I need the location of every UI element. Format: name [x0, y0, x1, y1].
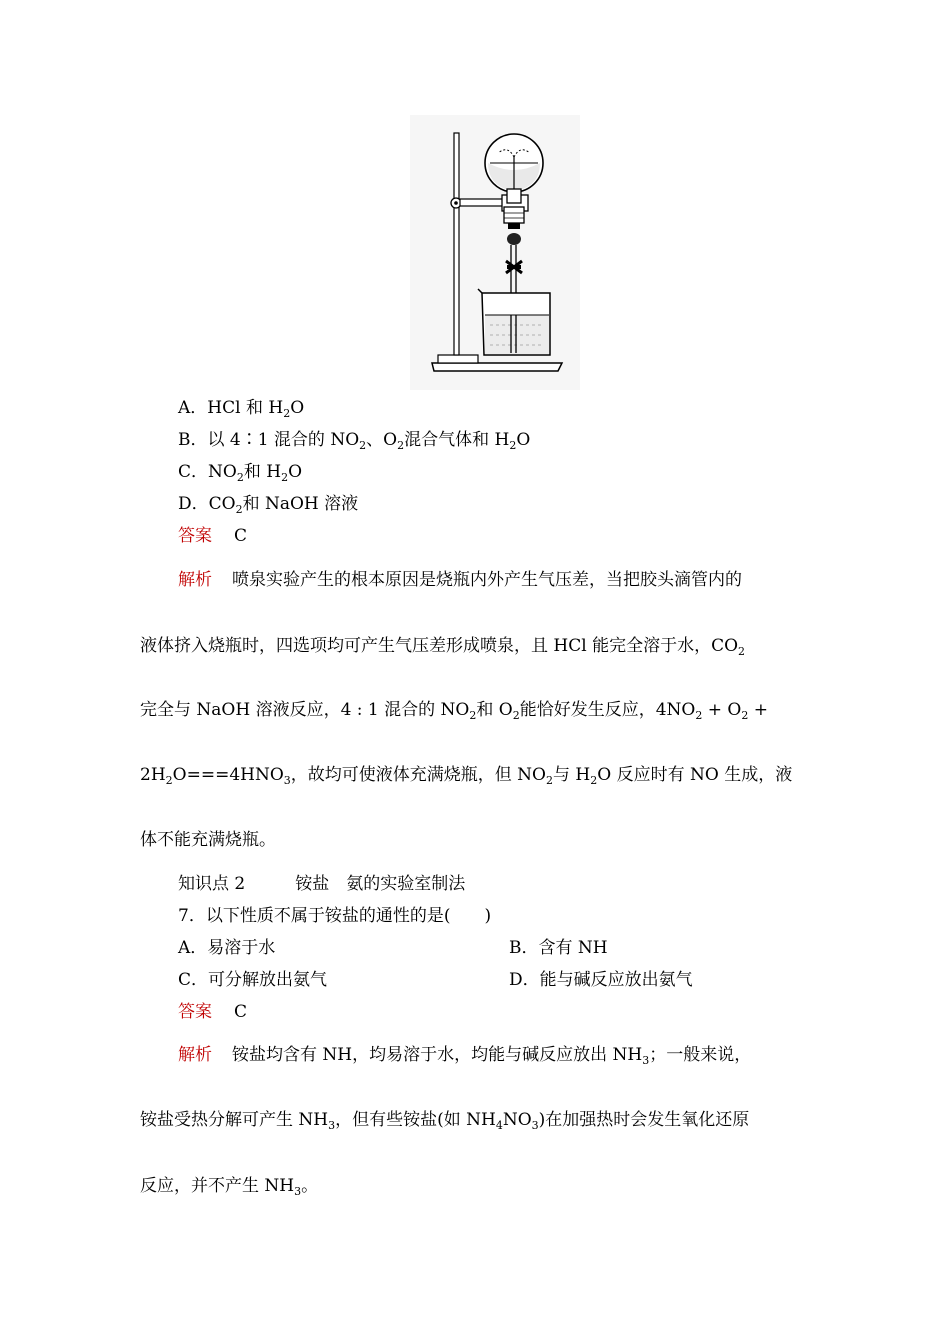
analysis-label: 解析 [178, 570, 212, 590]
analysis-text: 2H [140, 765, 166, 785]
q7-option-d: D．能与碱反应放出氨气 [509, 970, 693, 990]
analysis-label: 解析 [178, 1045, 212, 1065]
subscript: 2 [236, 471, 244, 484]
analysis-text: 能恰好发生反应，4NO [519, 700, 696, 720]
q6-option-a-text-end: O [290, 398, 305, 418]
q6-option-d-text: D．CO [178, 494, 236, 514]
q6-option-b-text-end: O [516, 430, 531, 450]
analysis-text: 铵盐均含有 NH，均易溶于水，均能与碱反应放出 NH [232, 1045, 643, 1065]
analysis-text: NO [502, 1110, 532, 1130]
analysis-text: 喷泉实验产生的根本原因是烧瓶内外产生气压差，当把胶头滴管内的 [232, 570, 742, 590]
analysis-text: + O [702, 700, 742, 720]
q7-answer [178, 1000, 247, 1024]
q6-option-b-text-mid1: 、O [366, 430, 398, 450]
subscript: 4 [495, 1119, 503, 1132]
analysis-text: 铵盐受热分解可产生 NH [140, 1110, 329, 1130]
analysis-text: 体不能充满烧瓶。 [140, 830, 276, 850]
q6-option-b-text-mid2: 混合气体和 H [404, 430, 510, 450]
answer-value: C [234, 1002, 248, 1022]
q6-option-c [178, 460, 302, 486]
answer-value: C [234, 526, 248, 546]
subscript: 3 [642, 1054, 650, 1067]
section-subtitle: 铵盐 氨的实验室制法 [295, 874, 466, 894]
answer-label: 答案 [178, 1002, 212, 1022]
section-title: 知识点 2 [178, 874, 246, 894]
q6-option-b [178, 428, 530, 454]
subscript: 3 [328, 1119, 336, 1132]
analysis-text: 液体挤入烧瓶时，四选项均可产生气压差形成喷泉，且 HCl 能完全溶于水，CO [140, 636, 739, 656]
subscript: 3 [283, 774, 291, 787]
subscript: 2 [741, 709, 749, 722]
subscript: 2 [509, 439, 517, 452]
analysis-text: O===4HNO [172, 765, 284, 785]
q6-option-c-text-end: O [288, 462, 302, 482]
q7-option-b: B．含有 NH [509, 938, 608, 958]
q6-answer [178, 524, 247, 548]
analysis-text: 和 O [476, 700, 513, 720]
analysis-text: )在加强热时会发生氧化还原 [538, 1110, 750, 1130]
q6-option-d [178, 492, 358, 518]
subscript: 2 [359, 439, 367, 452]
fountain-apparatus-figure [410, 115, 580, 390]
q7-option-c: C．可分解放出氨气 [178, 970, 328, 990]
subscript: 2 [469, 709, 477, 722]
q6-option-c-text-mid: 和 H [243, 462, 282, 482]
q6-option-c-text: C．NO [178, 462, 237, 482]
subscript: 2 [235, 503, 243, 516]
q6-analysis-line-5 [140, 828, 276, 852]
analysis-text: 完全与 NaOH 溶液反应，4 : 1 混合的 NO [140, 700, 470, 720]
subscript: 2 [738, 645, 746, 658]
q6-option-a-text: A．HCl 和 H [178, 398, 284, 418]
q7-question: 7．以下性质不属于铵盐的通性的是( ) [178, 906, 492, 926]
subscript: 2 [546, 774, 553, 787]
subscript: 3 [294, 1185, 302, 1198]
subscript: 2 [695, 709, 703, 722]
answer-label: 答案 [178, 526, 212, 546]
analysis-text: 。 [301, 1176, 319, 1196]
analysis-text: 与 H [553, 765, 591, 785]
analysis-text: + [748, 700, 769, 720]
subscript: 2 [281, 471, 289, 484]
q6-option-a [178, 396, 304, 422]
analysis-text: ，故均可使液体充满烧瓶，但 NO [290, 765, 546, 785]
q7-analysis-line-2 [140, 1108, 749, 1134]
section-heading [178, 872, 465, 896]
q6-option-b-text: B．以 4∶1 混合的 NO [178, 430, 360, 450]
q6-analysis-line-4 [140, 763, 792, 789]
analysis-text: ，但有些铵盐(如 NH [335, 1110, 496, 1130]
analysis-text: ；一般来说， [649, 1045, 752, 1065]
q7-analysis-line-3 [140, 1174, 318, 1200]
q6-analysis-line-1 [178, 568, 742, 592]
q7-option-a: A．易溶于水 [178, 938, 276, 958]
q7-analysis-line-1 [178, 1043, 751, 1069]
subscript: 2 [283, 407, 291, 420]
subscript: 2 [512, 709, 520, 722]
analysis-text: 反应，并不产生 NH [140, 1176, 295, 1196]
subscript: 2 [397, 439, 405, 452]
q6-analysis-line-3 [140, 698, 768, 724]
q6-option-d-text-end: 和 NaOH 溶液 [242, 494, 359, 514]
subscript: 2 [590, 774, 598, 787]
q6-analysis-line-2 [140, 634, 745, 660]
subscript: 2 [165, 774, 173, 787]
analysis-text: O 反应时有 NO 生成，液 [597, 765, 793, 785]
subscript: 3 [531, 1119, 539, 1132]
